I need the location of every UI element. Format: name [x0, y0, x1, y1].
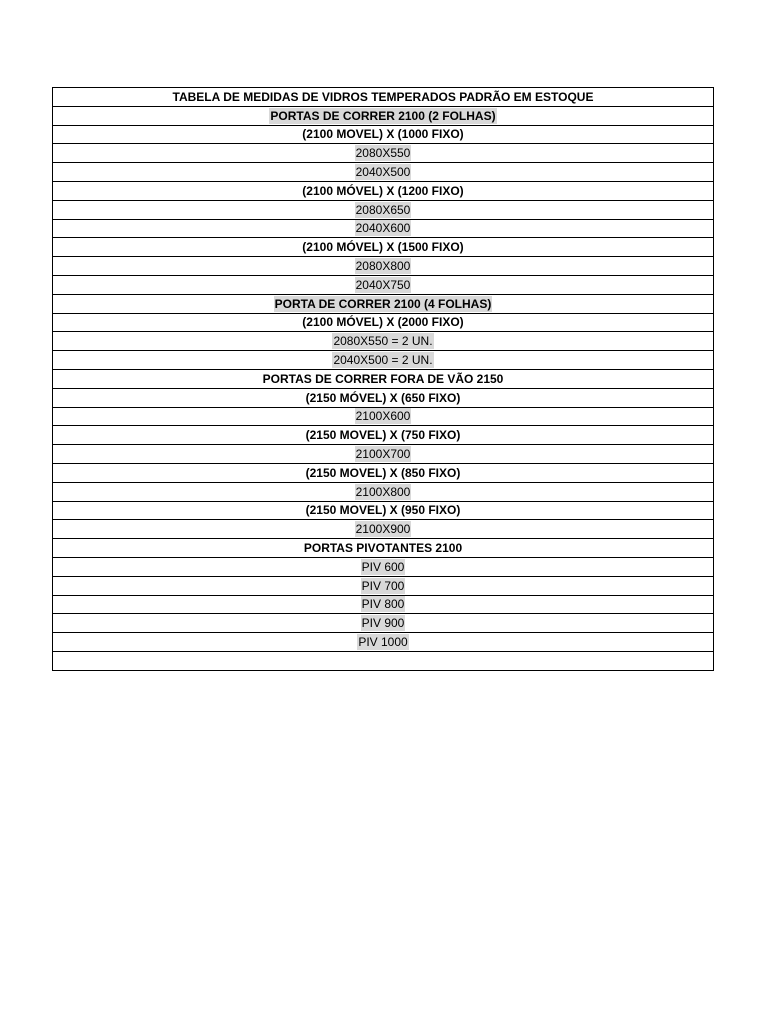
- section-heading-text: (2100 MÓVEL) X (1200 FIXO): [302, 183, 464, 198]
- table-row: [53, 407, 714, 426]
- table-row: [53, 614, 714, 633]
- table-cell[interactable]: [53, 144, 714, 163]
- measurement-text: 2100X600: [355, 409, 411, 424]
- table-cell[interactable]: [53, 595, 714, 614]
- section-heading-text: TABELA DE MEDIDAS DE VIDROS TEMPERADOS PADRÃO EM ESTOQUE: [172, 89, 594, 104]
- measurement-text: 2100X900: [355, 522, 411, 537]
- table-row: [53, 651, 714, 670]
- section-heading-text: PORTAS PIVOTANTES 2100: [303, 541, 463, 556]
- measurement-text: 2080X550: [355, 146, 411, 161]
- measurement-text: PIV 800: [361, 597, 405, 612]
- table-cell[interactable]: [53, 520, 714, 539]
- section-heading-text: PORTAS DE CORRER FORA DE VÃO 2150: [262, 371, 504, 386]
- table-row: [53, 294, 714, 313]
- table-row: [53, 595, 714, 614]
- table-cell[interactable]: [53, 332, 714, 351]
- table-row: [53, 445, 714, 464]
- table-row: [53, 520, 714, 539]
- table-row: [53, 388, 714, 407]
- table-cell[interactable]: [53, 463, 714, 482]
- table-body: [53, 88, 714, 671]
- table-row: [53, 144, 714, 163]
- table-row: [53, 351, 714, 370]
- measurement-text: 2080X550 = 2 UN.: [333, 334, 433, 349]
- measurement-text: 2100X800: [355, 484, 411, 499]
- measurement-text: 2100X700: [355, 447, 411, 462]
- table-cell[interactable]: [53, 614, 714, 633]
- table-cell[interactable]: [53, 407, 714, 426]
- table-row: [53, 576, 714, 595]
- section-heading-text: PORTAS DE CORRER 2100 (2 FOLHAS): [270, 108, 496, 123]
- measurement-text: 2040X750: [355, 277, 411, 292]
- table-cell[interactable]: [53, 351, 714, 370]
- table-row: [53, 482, 714, 501]
- section-heading-text: (2150 MOVEL) X (950 FIXO): [305, 503, 461, 518]
- table-cell[interactable]: [53, 181, 714, 200]
- measurement-text: 2040X600: [355, 221, 411, 236]
- table-row: [53, 426, 714, 445]
- measurement-text: PIV 900: [361, 616, 405, 631]
- table-row: [53, 125, 714, 144]
- table-row: [53, 238, 714, 257]
- table-row: [53, 163, 714, 182]
- measurement-text: PIV 600: [361, 559, 405, 574]
- table-cell[interactable]: [53, 163, 714, 182]
- table-cell[interactable]: [53, 294, 714, 313]
- measurement-text: 2040X500: [355, 165, 411, 180]
- section-heading-text: (2150 MOVEL) X (850 FIXO): [305, 465, 461, 480]
- table-row: [53, 539, 714, 558]
- table-cell[interactable]: [53, 426, 714, 445]
- table-row: [53, 313, 714, 332]
- measurement-text: 2080X800: [355, 259, 411, 274]
- table-cell[interactable]: [53, 219, 714, 238]
- measurement-text: PIV 1000: [358, 635, 408, 649]
- table-cell[interactable]: [53, 257, 714, 276]
- table-cell[interactable]: [53, 125, 714, 144]
- table-row: [53, 257, 714, 276]
- section-heading-text: PORTA DE CORRER 2100 (4 FOLHAS): [274, 296, 492, 311]
- table-cell[interactable]: [53, 557, 714, 576]
- table-row: [53, 557, 714, 576]
- table-cell[interactable]: [53, 388, 714, 407]
- glass-measurements-table: [52, 87, 714, 671]
- section-heading-text: (2100 MOVEL) X (1000 FIXO): [302, 127, 464, 142]
- table-row: [53, 181, 714, 200]
- table-cell[interactable]: [53, 238, 714, 257]
- measurement-text: PIV 700: [361, 578, 405, 593]
- table-row: [53, 633, 714, 652]
- table-row: [53, 275, 714, 294]
- table-cell[interactable]: [53, 651, 714, 670]
- table-cell[interactable]: [53, 369, 714, 388]
- table-row: [53, 88, 714, 107]
- table-cell[interactable]: [53, 539, 714, 558]
- section-heading-text: (2100 MÓVEL) X (1500 FIXO): [302, 240, 464, 255]
- table-row: [53, 200, 714, 219]
- table-cell[interactable]: [53, 633, 714, 652]
- table-cell[interactable]: [53, 501, 714, 520]
- table-cell[interactable]: [53, 482, 714, 501]
- section-heading-text: (2150 MOVEL) X (750 FIXO): [305, 428, 461, 443]
- table-row: [53, 369, 714, 388]
- table-cell[interactable]: [53, 275, 714, 294]
- table-cell[interactable]: [53, 88, 714, 107]
- section-heading-text: (2100 MÓVEL) X (2000 FIXO): [302, 315, 464, 330]
- table-row: [53, 463, 714, 482]
- measurement-text: 2080X650: [355, 202, 411, 217]
- table-cell[interactable]: [53, 106, 714, 125]
- table-row: [53, 219, 714, 238]
- table-cell[interactable]: [53, 200, 714, 219]
- table-cell[interactable]: [53, 576, 714, 595]
- table-row: [53, 332, 714, 351]
- section-heading-text: (2150 MÓVEL) X (650 FIXO): [305, 390, 461, 405]
- table-row: [53, 501, 714, 520]
- measurement-text: 2040X500 = 2 UN.: [333, 353, 433, 368]
- table-cell[interactable]: [53, 445, 714, 464]
- table-cell[interactable]: [53, 313, 714, 332]
- table-row: [53, 106, 714, 125]
